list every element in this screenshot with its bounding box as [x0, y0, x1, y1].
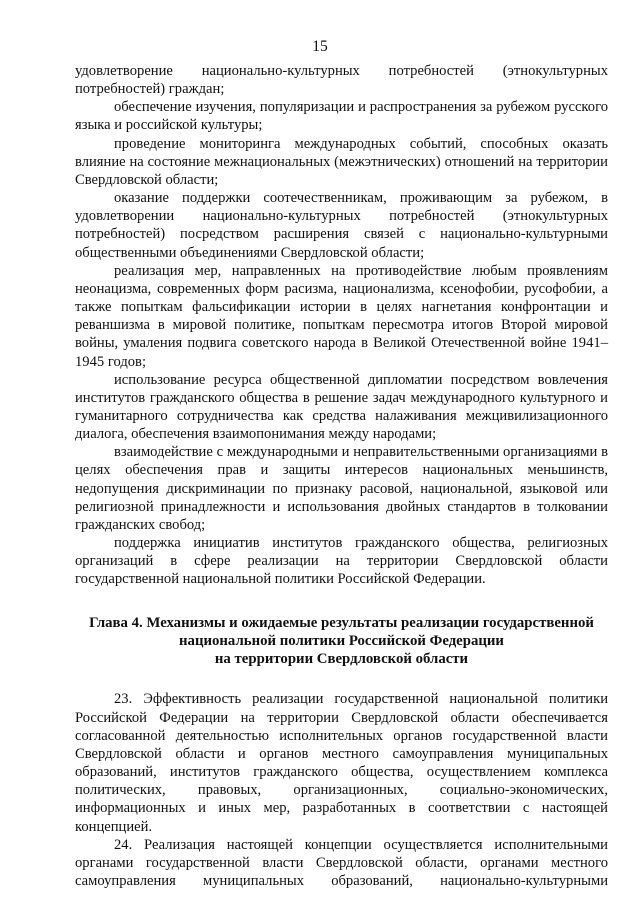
numbered-paragraph: 24. Реализация настоящей концепции осуществляется исполнительными органами государственной власти Свердловской области, органами местного самоуправления муниципальных образований, национально-культурными — [75, 836, 608, 889]
list-item: реализация мер, направленных на противодействие любым проявлениям неонацизма, современных форм расизма, национализма, ксенофобии, русофобии, а также попыткам фальсификации истории в целях нагнетания конфронтации и реваншизма в мировой политике, попыткам пересмотра итогов Второй мировой войны, умаления подвига советского народа в Великой Отечественной войне 1941–1945 годов; — [75, 262, 608, 370]
list-item: оказание поддержки соотечественникам, проживающим за рубежом, в удовлетворении национально-культурных потребностей (этнокультурных потребностей) посредством расширения связей с национально-культурными общественными объединениями Свердловской области; — [75, 190, 608, 261]
list-item: взаимодействие с международными и неправительственными организациями в целях обеспечения прав и защиты интересов национальных меньшинств, недопущения дискриминации по признаку расовой, национальной, языковой или религиозной принадлежности и использования двойных стандартов в толковании гражданских свобод; — [75, 444, 608, 533]
page-number: 15 — [312, 38, 328, 55]
list-item: удовлетворение национально-культурных потребностей (этнокультурных потребностей) граждан; — [75, 63, 608, 98]
chapter-heading-line: Глава 4. Механизмы и ожидаемые результаты реализации государственной — [89, 614, 594, 631]
list-section — [75, 62, 608, 589]
numbered-section — [75, 690, 608, 890]
list-item: обеспечение изучения, популяризации и распространения за рубежом русского языка и российской культуры; — [75, 99, 608, 134]
list-item: поддержка инициатив институтов гражданского общества, религиозных организаций в сфере реализации на территории Свердловской области государственной национальной политики Российской Федерации. — [75, 535, 608, 588]
list-item: проведение мониторинга международных событий, способных оказать влияние на состояние межнациональных (межэтнических) отношений на территории Свердловской области; — [75, 135, 608, 188]
chapter-heading-line: национальной политики Российской Федерации — [179, 632, 504, 649]
chapter-heading — [75, 614, 608, 669]
list-item: использование ресурса общественной дипломатии посредством вовлечения институтов гражданского общества в решение задач международного культурного и гуманитарного сотрудничества как средства налаживания межцивилизационного диалога, обеспечения взаимопонимания между народами; — [75, 371, 608, 443]
chapter-heading-line: на территории Свердловской области — [214, 651, 469, 668]
page-content — [75, 62, 608, 890]
numbered-paragraph: 23. Эффективность реализации государственной национальной политики Российской Федерации на территории Свердловской области обеспечивается согласованной деятельностью исполнительных органов государственной власти Свердловской области и органов местного самоуправления муниципальных образований, институтов гражданского общества, осуществлением комплекса политических, правовых, организационных, социально-экономических, информационных и иных мер, разработанных в соответствии с настоящей концепцией. — [75, 691, 608, 835]
